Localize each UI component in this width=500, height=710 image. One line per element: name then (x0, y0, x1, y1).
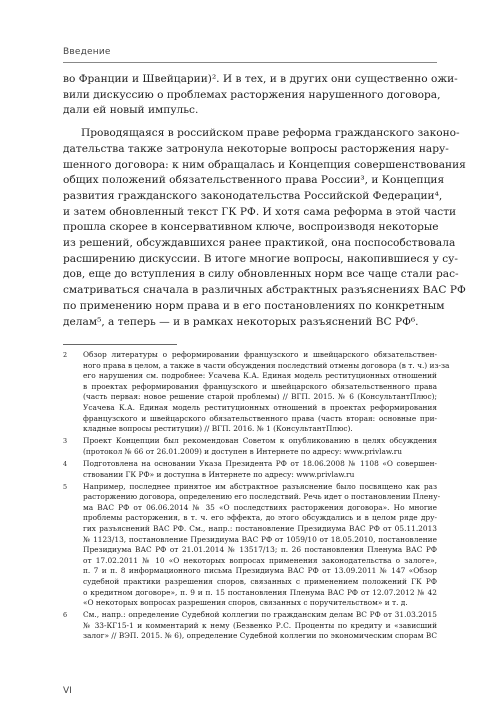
footnote-line: от 17.02.2011 № 10 «О некоторых вопросах применения законодательства о залоге», (83, 555, 437, 565)
footnote-line: французского и швейцарского обязательственного права (часть вторая: основные при- (83, 413, 437, 423)
text-line: общих положений обязательственного права России³, и Концепция (63, 174, 445, 187)
footnote-line: Подготовлена на основании Указа Президента РФ от 18.06.2008 № 1108 «О совершен- (83, 458, 437, 468)
text-line: во Франции и Швейцарии)². И в тех, и в других они существенно ожи- (63, 73, 458, 85)
text-line: Проводящаяся в российском праве реформа гражданского законо- (81, 127, 460, 140)
footnote-6 (63, 610, 437, 642)
footnote-line: расторжению договора, определению его последствий. Речь идет о постановлении Плену- (83, 492, 441, 502)
footnote-line: его нарушения см. подробнее: Усачева К.А. Единая модель реституционных отношений (83, 371, 437, 381)
text-line: и затем обновленный текст ГК РФ. И хотя сама реформа в этой части (63, 205, 457, 218)
paragraph-2 (63, 126, 466, 330)
running-head: Введение (63, 47, 111, 57)
footnote-line: кладные вопросы реституции) // ВГП. 2016. № 1 (КонсультантПлюс). (83, 424, 353, 434)
footnote-line: п. 7 и п. 8 информационного письма Президиума ВАС РФ от 13.09.2011 № 147 «Обзор (83, 566, 437, 576)
footnote-5 (63, 481, 441, 609)
footnote-line: судебной практики разрешения споров, связанных с применением положений ГК РФ (83, 576, 437, 586)
footnote-line: № 1123/13, постановление Президиума ВАС РФ от 1059/10 от 18.05.2010, постановление (83, 534, 437, 544)
footnote-line: Например, последнее принятое им абстрактное разъяснение было посвящено как раз (83, 481, 437, 491)
footnote-line: ного права в целом, а также в части обсуждения последствий отмены договора (в т. ч.) из-за (83, 360, 450, 370)
footnote-line: Проект Концепции был рекомендован Советом к опубликованию в целях обсуждения (83, 436, 437, 446)
text-line: прошла скорее в консервативном ключе, воспроизводя некоторые (63, 221, 439, 234)
footnote-number: 4 (63, 459, 68, 468)
footnote-line: гих разъяснений ВАС РФ. См., напр.: постановление Президиума ВАС РФ от 05.11.2013 (83, 524, 437, 533)
footnote-line: (протокол № 66 от 26.01.2009) и доступен в Интернете по адресу: www.privlaw.ru (83, 446, 403, 456)
main-text (63, 72, 466, 330)
footnote-number: 2 (63, 351, 68, 359)
footnote-line: проблемы расторжения, в т. ч. его эффекта, до этого обсуждались и в целом ряде дру- (83, 513, 437, 523)
footnote-line: в проектах реформирования французского и швейцарского обязательственного права (83, 381, 437, 391)
text-line: шенного договора: к ним обращалась и Концепция совершенствования (63, 158, 466, 171)
text-line: дательства также затронула некоторые вопросы расторжения нару- (63, 142, 449, 155)
paragraph-1 (63, 72, 458, 119)
text-line: из решений, обсуждавшихся ранее практикой, она поспособствовала (63, 237, 456, 250)
footnote-line: (часть первая: новое решение старой проблемы) // ВГП. 2015. № 6 (КонсультантПлюс); (83, 392, 437, 402)
page-number: VI (63, 686, 72, 696)
footnote-number: 6 (63, 611, 68, 620)
footnote-3 (63, 436, 437, 457)
footnote-number: 3 (63, 437, 68, 446)
text-line: делам⁵, а теперь — и в рамках некоторых разъяснений ВС РФ⁶. (63, 315, 419, 328)
text-line: сматриваться сначала в различных абстрактных разъяснениях ВАС РФ (63, 284, 466, 297)
footnote-line: залог» // ВЭП. 2015. № 6), определение Судебной коллегии по экономическим спорам ВС (83, 631, 437, 641)
text-line: по применению норм права и в его постановлениях по конкретным (63, 299, 445, 312)
footnote-line: № 33-КГ15-1 и комментарий к нему (Безвенко Р.С. Проценты по кредиту и «зависший (83, 620, 437, 630)
text-line: развития гражданского законодательства Российской Федерации⁴, (63, 189, 443, 202)
header-rule (63, 62, 437, 63)
footnote-line: ма ВАС РФ от 06.06.2014 № 35 «О последствиях расторжения договора». Но многие (83, 502, 437, 512)
footnote-separator (63, 344, 177, 345)
footnote-line: Президиума ВАС РФ от 21.01.2014 № 13517/13; п. 26 постановления Пленума ВАС РФ (83, 545, 437, 555)
footnote-line: «О некоторых вопросах разрешения споров, связанных с поручительством» и т. д. (83, 598, 408, 608)
footnotes (63, 350, 450, 644)
footnote-2 (63, 350, 450, 435)
footnote-line: См., напр.: определение Судебной коллегии по гражданским делам ВС РФ от 31.03.2015 (83, 610, 437, 620)
text-line: вили дискуссию о проблемах расторжения нарушенного договора, (63, 88, 441, 101)
footnote-4 (63, 459, 437, 480)
footnote-line: ствовании ГК РФ» и доступна в Интернете по адресу: www.privlaw.ru (83, 469, 355, 479)
text-line: дали ей новый импульс. (63, 104, 199, 117)
footnote-line: Усачева К.А. Единая модель реституционных отношений в проектах реформирования (83, 402, 437, 412)
footnote-number: 5 (63, 482, 68, 491)
text-line: расширению дискуссии. В итоге многие вопросы, накопившиеся у су- (63, 252, 458, 265)
text-line: дов, еще до вступления в силу обновленных норм все чаще стали рас- (63, 268, 459, 281)
footnote-line: Обзор литературы о реформировании французского и швейцарского обязательствен- (83, 350, 437, 359)
footnote-line: о кредитном договоре», п. 9 и п. 15 постановления Пленума ВАС РФ от 12.07.2012 № 42 (83, 587, 437, 597)
